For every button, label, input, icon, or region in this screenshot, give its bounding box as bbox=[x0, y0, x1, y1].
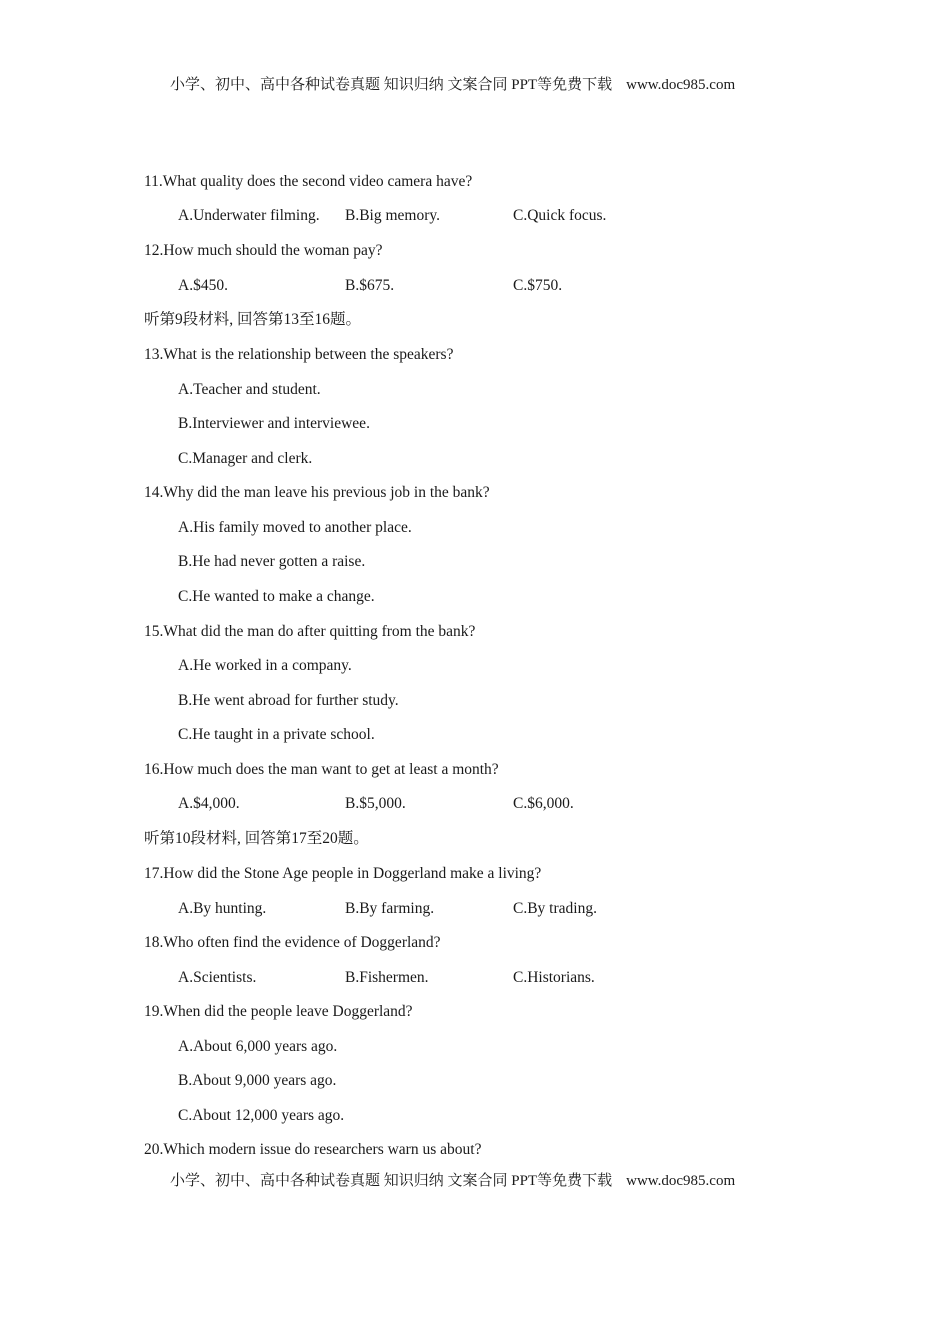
q12-option-a: A.$450. bbox=[178, 277, 228, 294]
q14-option-b: B.He had never gotten a raise. bbox=[178, 553, 366, 570]
question-18: 18.Who often find the evidence of Doggerland? bbox=[144, 934, 441, 951]
q16-option-a: A.$4,000. bbox=[178, 795, 240, 812]
q14-option-c: C.He wanted to make a change. bbox=[178, 588, 375, 605]
q13-option-b: B.Interviewer and interviewee. bbox=[178, 415, 370, 432]
header-site-link[interactable]: www.doc985.com bbox=[626, 77, 736, 93]
q11-option-a: A.Underwater filming. bbox=[178, 207, 320, 224]
q19-option-a: A.About 6,000 years ago. bbox=[178, 1038, 338, 1055]
q12-option-c: C.$750. bbox=[513, 277, 563, 294]
q17-option-b: B.By farming. bbox=[345, 900, 435, 917]
q17-option-a: A.By hunting. bbox=[178, 900, 267, 917]
q13-option-c: C.Manager and clerk. bbox=[178, 450, 313, 467]
section-10-instruction: 听第10段材料, 回答第17至20题。 bbox=[144, 830, 369, 847]
q19-option-c: C.About 12,000 years ago. bbox=[178, 1107, 345, 1124]
question-13: 13.What is the relationship between the speakers? bbox=[144, 346, 454, 363]
footer-text: 小学、初中、高中各种试卷真题 知识归纳 文案合同 PPT等免费下载 bbox=[170, 1173, 613, 1189]
q16-option-c: C.$6,000. bbox=[513, 795, 574, 812]
q16-option-b: B.$5,000. bbox=[345, 795, 406, 812]
question-17: 17.How did the Stone Age people in Doggerland make a living? bbox=[144, 865, 542, 882]
question-11: 11.What quality does the second video camera have? bbox=[144, 173, 473, 190]
q11-option-c: C.Quick focus. bbox=[513, 207, 607, 224]
q17-option-c: C.By trading. bbox=[513, 900, 597, 917]
page-footer bbox=[170, 1169, 790, 1190]
question-16: 16.How much does the man want to get at least a month? bbox=[144, 761, 499, 778]
question-19: 19.When did the people leave Doggerland? bbox=[144, 1003, 413, 1020]
question-20: 20.Which modern issue do researchers warn us about? bbox=[144, 1141, 482, 1158]
q11-option-b: B.Big memory. bbox=[345, 207, 441, 224]
q15-option-a: A.He worked in a company. bbox=[178, 657, 352, 674]
q14-option-a: A.His family moved to another place. bbox=[178, 519, 412, 536]
question-14: 14.Why did the man leave his previous job in the bank? bbox=[144, 484, 490, 501]
q15-option-b: B.He went abroad for further study. bbox=[178, 692, 399, 709]
q12-option-b: B.$675. bbox=[345, 277, 395, 294]
question-15: 15.What did the man do after quitting from the bank? bbox=[144, 623, 476, 640]
footer-site-link[interactable]: www.doc985.com bbox=[626, 1173, 736, 1189]
q19-option-b: B.About 9,000 years ago. bbox=[178, 1072, 337, 1089]
header-text: 小学、初中、高中各种试卷真题 知识归纳 文案合同 PPT等免费下载 bbox=[170, 77, 613, 93]
q15-option-c: C.He taught in a private school. bbox=[178, 726, 375, 743]
q13-option-a: A.Teacher and student. bbox=[178, 381, 321, 398]
page-header bbox=[170, 73, 790, 94]
q18-option-a: A.Scientists. bbox=[178, 969, 257, 986]
question-12: 12.How much should the woman pay? bbox=[144, 242, 383, 259]
q18-option-c: C.Historians. bbox=[513, 969, 595, 986]
section-9-instruction: 听第9段材料, 回答第13至16题。 bbox=[144, 311, 362, 328]
q18-option-b: B.Fishermen. bbox=[345, 969, 429, 986]
